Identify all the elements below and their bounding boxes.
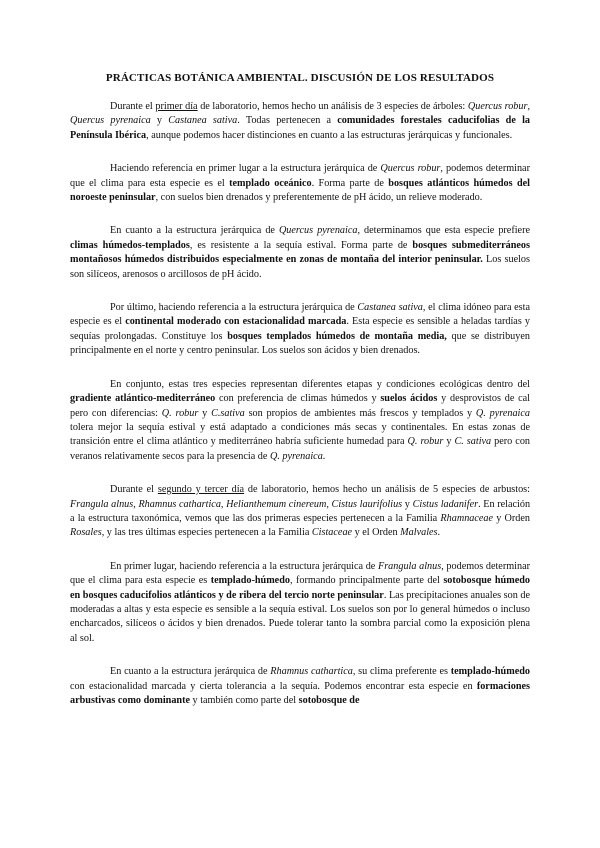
paragraph-3: En cuanto a la estructura jerárquica de Quercus pyrenaica, determinamos que esta especie prefiere climas húmedos-templados, es resistente a la sequía estival. Forma parte de bosques submediterráneos montañosos húmedos distribuidos especialmente en zonas de montaña del interior peninsular. Los suelos son silíceos, arenosos o arcillosos de pH ácido. — [70, 225, 530, 280]
paragraph-8: En cuanto a la estructura jerárquica de Rhamnus cathartica, su clima preferente es templado-húmedo con estacionalidad marcada y cierta tolerancia a la sequía. Podemos encontrar esta especie en formaciones arbustivas como dominante y también como parte del sotobosque de — [70, 666, 530, 706]
page-title: PRÁCTICAS BOTÁNICA AMBIENTAL. DISCUSIÓN DE LOS RESULTADOS — [105, 72, 495, 84]
paragraph-4: Por último, haciendo referencia a la estructura jerárquica de Castanea sativa, el clima idóneo para esta especie es el continental moderado con estacionalidad marcada. Esta especie es sensible a heladas tardías y sequías prolongadas. Constituye los bosques templados húmedos de montaña media, que se distribuyen principalmente en el norte y centro peninsular. Los suelos son ácidos y bien drenados. — [70, 302, 531, 357]
paragraph-6: Durante el segundo y tercer día de laboratorio, hemos hecho un análisis de 5 especies de arbustos: Frangula alnus, Rhamnus cathartica, Helianthemum cinereum, Cistus laurifolius y Cistus ladanifer. En relación a la estructura taxonómica, vemos que las dos primeras especies pertenecen a la Familia Rhamnaceae y Orden Rosales, y las tres últimas especies pertenecen a la Familia Cistaceae y el Orden Malvales. — [70, 484, 531, 539]
paragraph-1: Durante el primer día de laboratorio, hemos hecho un análisis de 3 especies de árboles: Quercus robur, Quercus pyrenaica y Castanea sativa. Todas pertenecen a comunidades forestales caducifolias de la Península Ibérica, aunque podemos hacer distinciones en cuanto a las estructuras jerárquicas y funcionales. — [70, 101, 530, 141]
paragraph-5: En conjunto, estas tres especies representan diferentes etapas y condiciones ecológicas dentro del gradiente atlántico-mediterráneo con preferencia de climas húmedos y suelos ácidos y desprovistos de cal pero con diferencias: Q. robur y C.sativa son propios de ambientes más frescos y templados y Q. pyrenaica tolera mejor la sequía estival y está adaptado a condiciones más secas y continentales. En estas zonas de transición entre el clima atlántico y mediterráneo habría suficiente humedad para Q. robur y C. sativa pero con veranos relativamente secos para la presencia de Q. pyrenaica. — [70, 378, 531, 462]
paragraph-7: En primer lugar, haciendo referencia a la estructura jerárquica de Frangula alnus, podemos determinar que el clima para esta especie es templado-húmedo, formando principalmente parte del sotobosque húmedo en bosques caducifolios atlánticos y de ribera del tercio norte peninsular. Las precipitaciones anuales son de moderadas a altas y esta especie es sensible a la sequía estival. Los suelos son por lo general húmedos o incluso encharcados, silíceos o ácidos y bien drenados. Puede tolerar tanto la sombra parcial como la exposición plena al sol. — [70, 560, 531, 644]
paragraph-2: Haciendo referencia en primer lugar a la estructura jerárquica de Quercus robur, podemos determinar que el clima para esta especie es el templado oceánico. Forma parte de bosques atlánticos húmedos del noroeste peninsular, con suelos bien drenados y preferentemente de pH ácido, un relieve moderado. — [70, 163, 530, 204]
